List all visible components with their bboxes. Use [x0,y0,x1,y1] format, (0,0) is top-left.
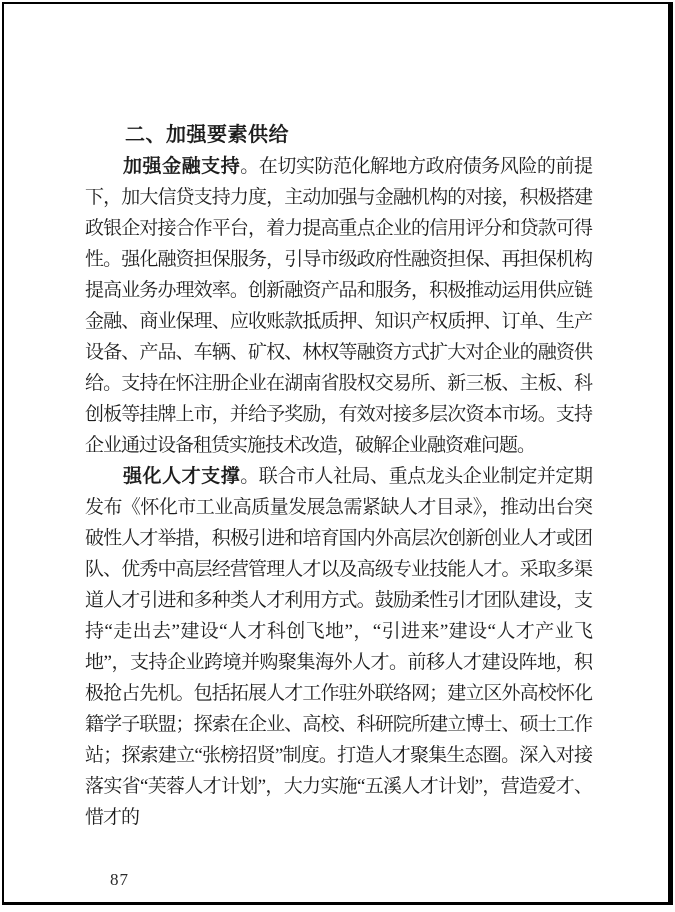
paragraph-financial-support [85,151,592,461]
page-number: 87 [110,870,129,889]
paragraph-body-text: 。联合市人社局、重点龙头企业制定并定期发布《怀化市工业高质量发展急需紧缺人才目录》，推动出台突破性人才举措，积极引进和培育国内外高层次创新创业人才或团队、优秀中高层经营管理人才以及高级专业技能人才。采取多渠道人才引进和多种类人才利用方式。鼓励柔性引才团队建设，支持“走出去”建设“人才科创飞地”，“引进来”建设“人才产业飞地”，支持企业跨境并购聚集海外人才。前移人才建设阵地，积极抢占先机。包括拓展人才工作驻外联络网；建立区外高校怀化籍学子联盟；探索在企业、高校、科研院所建立博士、硕士工作站；探索建立“张榜招贤”制度。打造人才聚集生态圈。深入对接落实省“芙蓉人才计划”，大力实施“五溪人才计划”，营造爱才、惜才的 [85,466,592,828]
paragraph-lead-bold: 强化人才支撑 [123,466,241,487]
paragraph-lead-bold: 加强金融支持 [123,156,241,177]
paragraph-talent-support [85,461,592,833]
section-heading: 二、加强要素供给 [125,124,289,146]
paragraph-body-text: 。在切实防范化解地方政府债务风险的前提下，加大信贷支持力度，主动加强与金融机构的对接，积极搭建政银企对接合作平台，着力提高重点企业的信用评分和贷款可得性。强化融资担保服务，引导市级政府性融资担保、再担保机构提高业务办理效率。创新融资产品和服务，积极推动运用供应链金融、商业保理、应收账款抵质押、知识产权质押、订单、生产设备、产品、车辆、矿权、林权等融资方式扩大对企业的融资供给。支持在怀注册企业在湖南省股权交易所、新三板、主板、科创板等挂牌上市，并给予奖励，有效对接多层次资本市场。支持企业通过设备租赁实施技术改造，破解企业融资难问题。 [85,156,592,456]
page-content [85,120,592,833]
